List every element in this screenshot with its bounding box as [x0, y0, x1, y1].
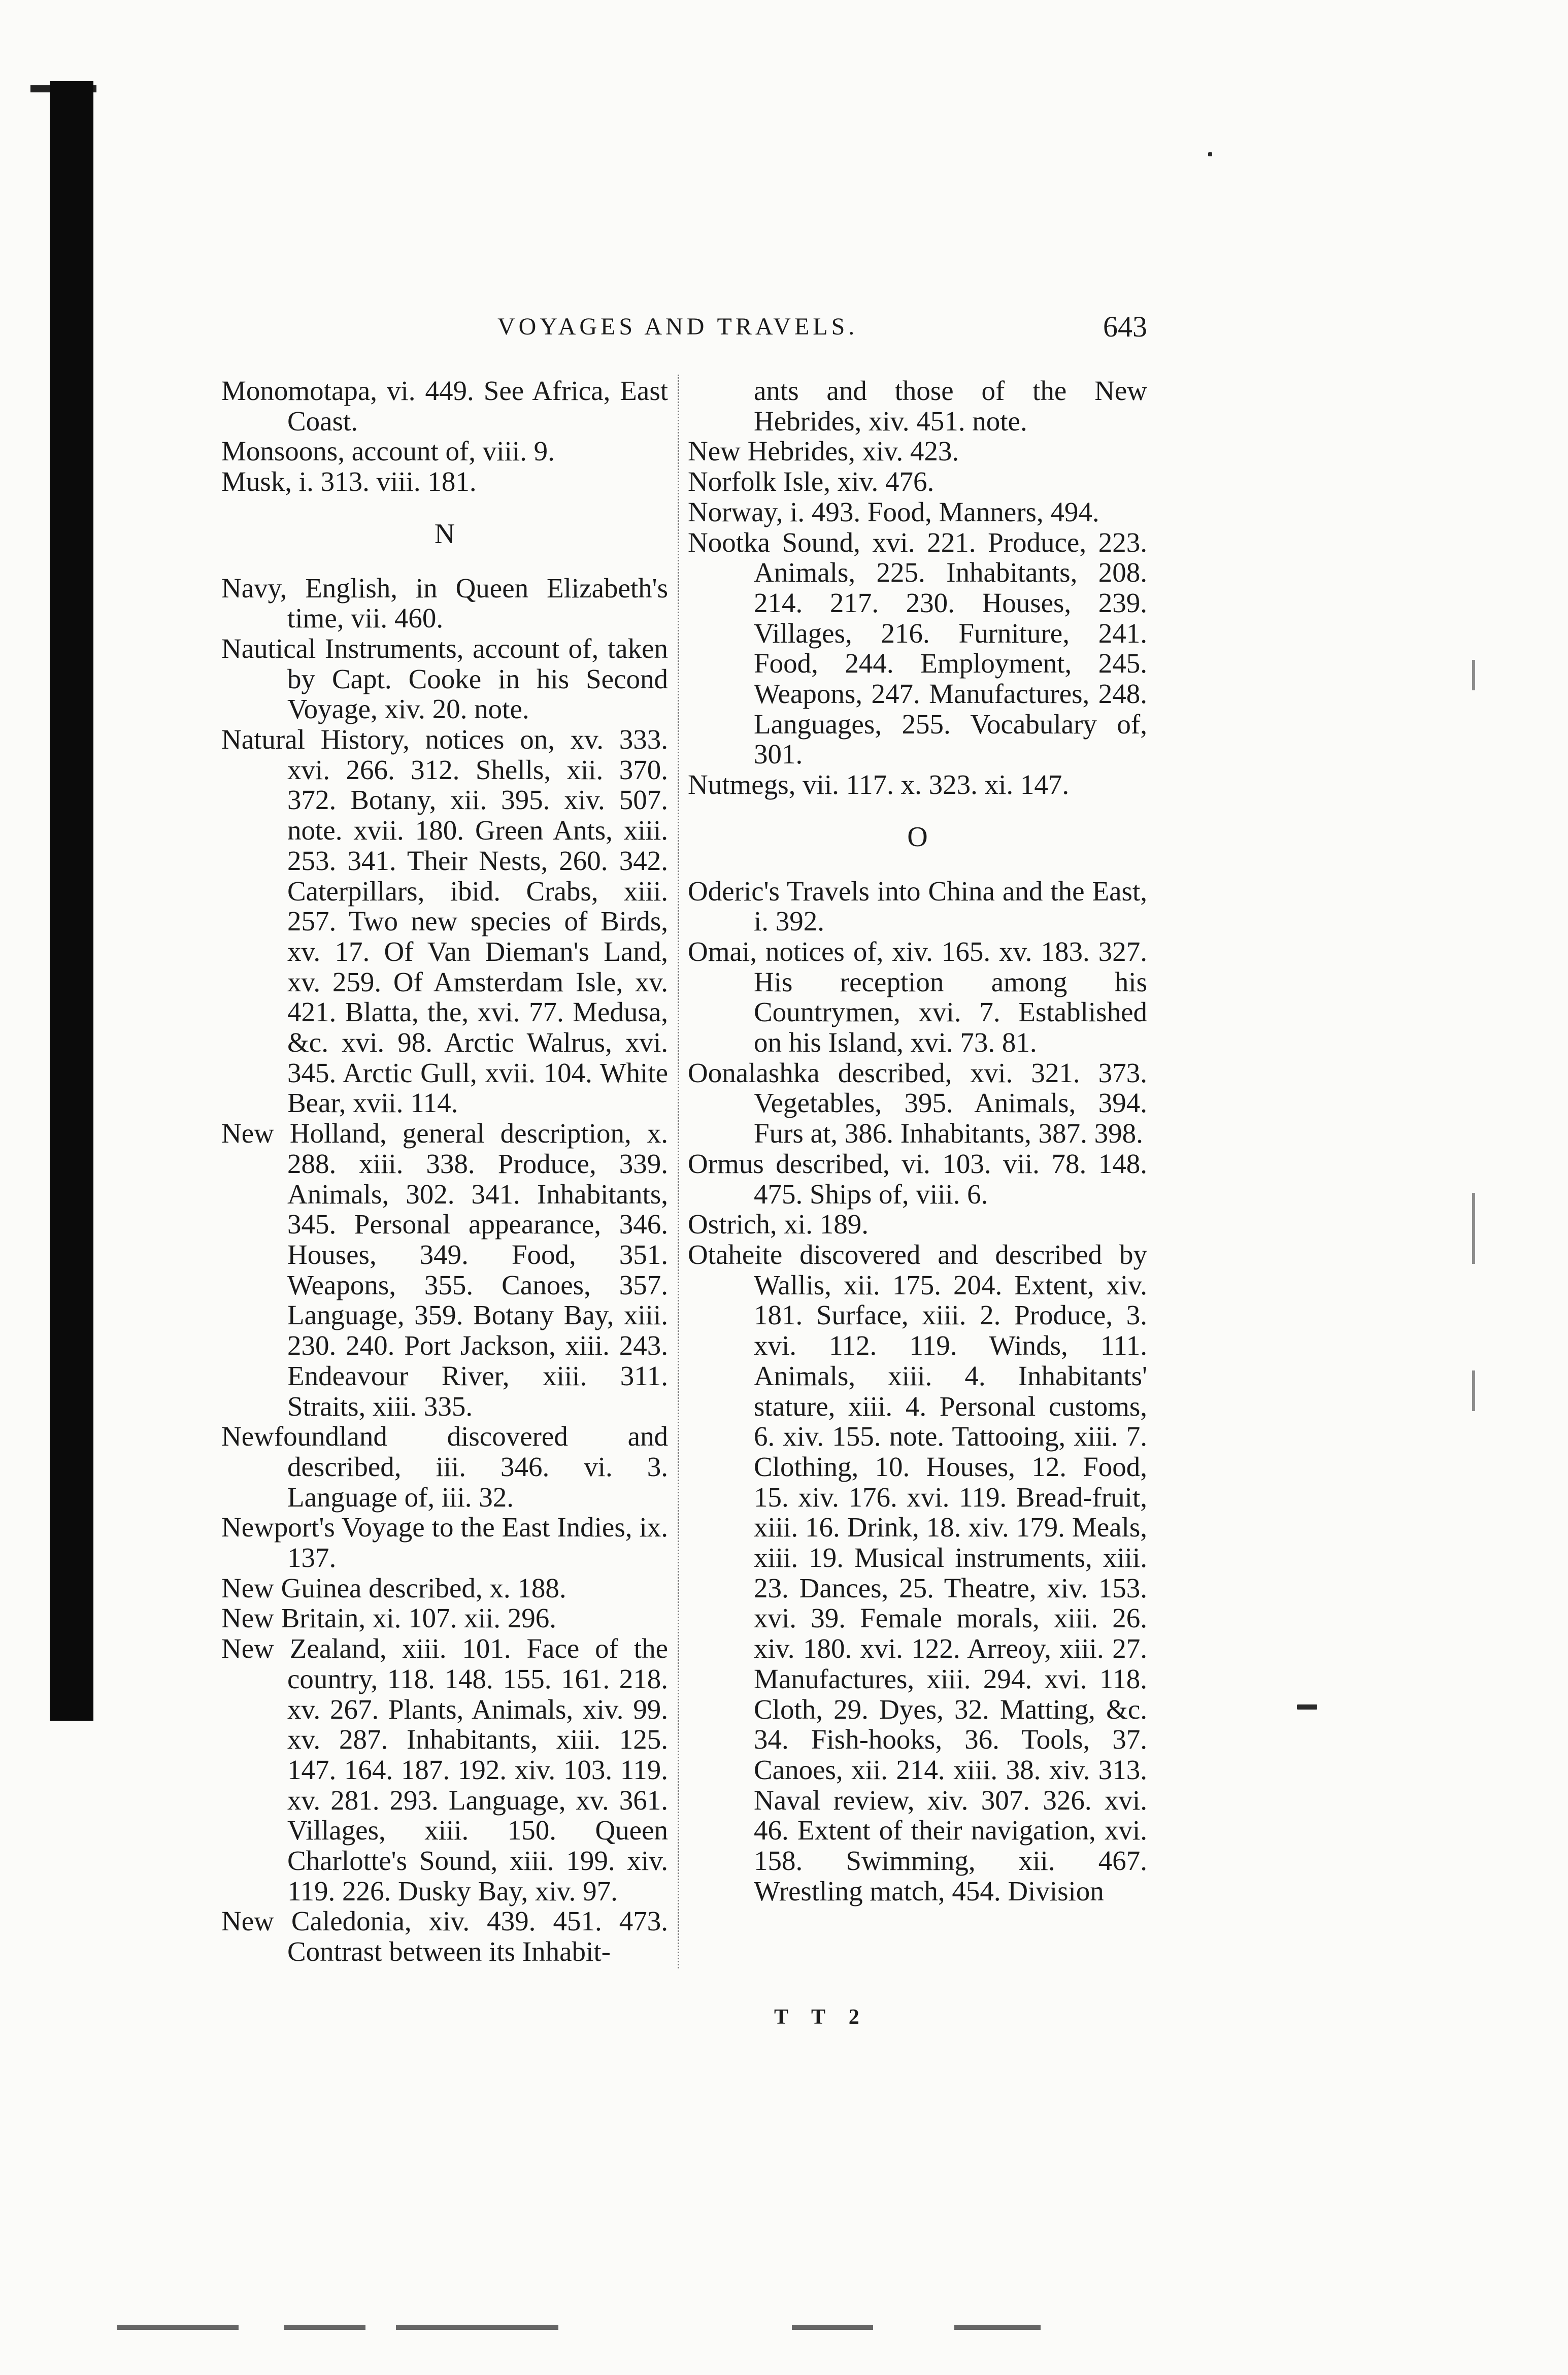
- index-entry: Ormus described, vi. 103. vii. 78. 148. 475. Ships of, viii. 6.: [688, 1148, 1147, 1210]
- index-entry: Navy, English, in Queen Elizabeth's time, vii. 460.: [221, 572, 668, 634]
- index-entry: New Hebrides, xiv. 423.: [688, 436, 959, 467]
- margin-scan-noise: [1472, 660, 1475, 690]
- column-divider: [678, 375, 679, 1968]
- index-entry: Newport's Voyage to the East Indies, ix. 137.: [221, 1512, 668, 1574]
- index-entry: New Britain, xi. 107. xii. 296.: [221, 1602, 556, 1634]
- index-entry: New Zealand, xiii. 101. Face of the country, 118. 148. 155. 161. 218. xv. 267. Plants, Animals, xiv. 99. xv. 287. Inhabitants, xiii. 125. 147. 164. 187. 192. xiv. 103. 119. xv. 281. 293. Language, xv. 361. Villages, xiii. 150. Queen Charlotte's Sound, xiii. 199. xiv. 119. 226. Dusky Bay, xiv. 97.: [221, 1633, 668, 1906]
- page-number: 643: [1103, 310, 1147, 343]
- page-header: [223, 310, 1147, 350]
- index-entry: Oderic's Travels into China and the East, i. 392.: [688, 875, 1147, 937]
- index-entry: Natural History, notices on, xv. 333. xvi. 266. 312. Shells, xii. 370. 372. Botany, xii. 395. xiv. 507. note. xvii. 180. Green Ants, xiii. 253. 341. Their Nests, 260. 342. Caterpillars, ibid. Crabs, xiii. 257. Two new species of Birds, xv. 17. Of Van Dieman's Land, xv. 259. Of Amsterdam Isle, xv. 421. Blatta, the, xvi. 77. Medusa, &c. xvi. 98. Arctic Walrus, xvi. 345. Arctic Gull, xvii. 104. White Bear, xvii. 114.: [221, 724, 668, 1119]
- scan-speck: [1297, 1704, 1317, 1710]
- index-entry: Ostrich, xi. 189.: [688, 1209, 869, 1240]
- index-entry: New Caledonia, xiv. 439. 451. 473. Contrast between its Inhabit-: [221, 1905, 668, 1967]
- bottom-scan-noise: [117, 2325, 239, 2330]
- index-entry: New Guinea described, x. 188.: [221, 1572, 566, 1603]
- bottom-scan-noise: [284, 2325, 365, 2330]
- scan-speck: [1208, 152, 1212, 156]
- index-entry: Nootka Sound, xvi. 221. Produce, 223. Animals, 225. Inhabitants, 208. 214. 217. 230. Houses, 239. Villages, 216. Furniture, 241. Food, 244. Employment, 245. Weapons, 247. Manufactures, 248. Languages, 255. Vocabulary of, 301.: [688, 526, 1147, 770]
- index-entry: New Holland, general description, x. 288. xiii. 338. Produce, 339. Animals, 302. 341. Inhabitants, 345. Personal appearance, 346. Houses, 349. Food, 351. Weapons, 355. Canoes, 357. Language, 359. Botany Bay, xiii. 230. 240. Port Jackson, xiii. 243. Endeavour River, xiii. 311. Straits, xiii. 335.: [221, 1118, 668, 1422]
- margin-scan-noise: [1472, 1370, 1475, 1411]
- index-entry: Oonalashka described, xvi. 321. 373. Vegetables, 395. Animals, 394. Furs at, 386. Inhabitants, 387. 398.: [688, 1057, 1147, 1149]
- margin-scan-noise: [1472, 1193, 1475, 1264]
- index-column-right: [688, 376, 1147, 1906]
- printer-signature-mark: T T 2: [774, 2005, 869, 2029]
- bottom-scan-noise: [954, 2325, 1041, 2330]
- binding-edge: [50, 81, 93, 1721]
- index-entry: Musk, i. 313. viii. 181.: [221, 466, 477, 497]
- section-letter: N: [434, 518, 455, 550]
- running-head: VOYAGES AND TRAVELS.: [497, 313, 858, 340]
- index-entry: Monsoons, account of, viii. 9.: [221, 436, 555, 467]
- index-entry: Norway, i. 493. Food, Manners, 494.: [688, 496, 1099, 527]
- index-entry: Otaheite discovered and described by Wallis, xii. 175. 204. Extent, xiv. 181. Surface, xiii. 2. Produce, 3. xvi. 112. 119. Winds, 111. Animals, xiii. 4. Inhabitants' stature, xiii. 4. Personal customs, 6. xiv. 155. note. Tattooing, xiii. 7. Clothing, 10. Houses, 12. Food, 15. xiv. 176. xvi. 119. Bread-fruit, xiii. 16. Drink, 18. xiv. 179. Meals, xiii. 19. Musical instruments, xiii. 23. Dances, 25. Theatre, xiv. 153. xvi. 39. Female morals, xiii. 26. xiv. 180. xvi. 122. Arreoy, xiii. 27. Manufactures, xiii. 294. xvi. 118. Cloth, 29. Dyes, 32. Matting, &c. 34. Fish-hooks, 36. Tools, 37. Canoes, xii. 214. xiii. 38. xiv. 313. Naval review, xiv. 307. 326. xvi. 46. Extent of their navigation, xvi. 158. Swimming, xii. 467. Wrestling match, 454. Division: [688, 1239, 1147, 1906]
- index-entry-continuation: ants and those of the New Hebrides, xiv. 451. note.: [754, 375, 1147, 437]
- index-entry: Nautical Instruments, account of, taken by Capt. Cooke in his Second Voyage, xiv. 20. note.: [221, 632, 668, 725]
- index-entry: Omai, notices of, xiv. 165. xv. 183. 327. His reception among his Countrymen, xvi. 7. Established on his Island, xvi. 73. 81.: [688, 935, 1147, 1058]
- index-entry: Newfoundland discovered and described, iii. 346. vi. 3. Language of, iii. 32.: [221, 1421, 668, 1513]
- index-entry: Norfolk Isle, xiv. 476.: [688, 466, 935, 497]
- section-letter: O: [907, 821, 928, 853]
- index-entry: Nutmegs, vii. 117. x. 323. xi. 147.: [688, 769, 1070, 800]
- bottom-scan-noise: [792, 2325, 873, 2330]
- index-column-left: [221, 376, 668, 1967]
- index-entry: Monomotapa, vi. 449. See Africa, East Coast.: [221, 375, 668, 437]
- bottom-scan-noise: [396, 2325, 558, 2330]
